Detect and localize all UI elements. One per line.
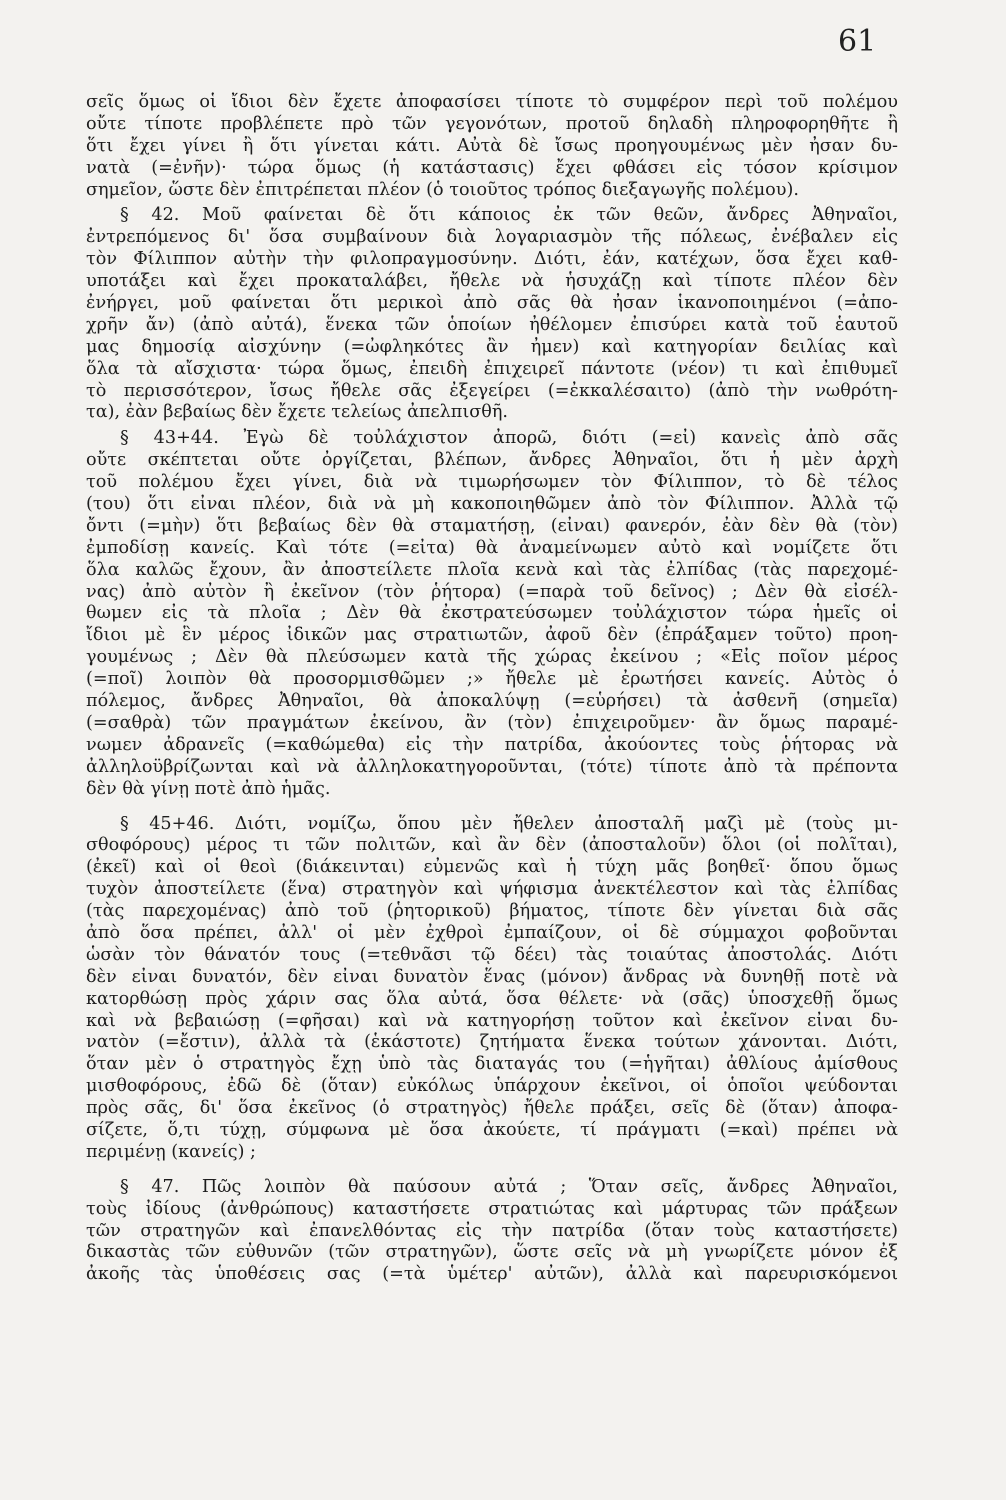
text-line: ἀλληλοϋβρίζωνται καὶ νὰ ἀλληλοκατηγοροῦνται, (τότε) τίποτε ἀπὸ τὰ πρέποντα bbox=[86, 756, 898, 777]
text-line: σίζετε, ὅ,τι τύχῃ, σύμφωνα μὲ ὅσα ἀκούετε, τί πράγματι (=καὶ) πρέπει νὰ bbox=[86, 1119, 898, 1140]
text-line: τοὺς ἰδίους (ἀνθρώπους) καταστήσετε στρατιώτας καὶ μάρτυρας τῶν πράξεων bbox=[86, 1198, 898, 1219]
text-line: ὡσὰν τὸν θάνατόν τους (=τεθνᾶσι τῷ δέει) τὰς τοιαύτας ἀποστολάς. Διότι bbox=[86, 944, 898, 965]
text-line: (ἐκεῖ) καὶ οἱ θεοὶ (διάκεινται) εὐμενῶς καὶ ἡ τύχη μᾶς βοηθεῖ· ὅπου ὅμως bbox=[86, 857, 898, 878]
text-line: τὸν Φίλιππον αὐτὴν τὴν φιλοπραγμοσύνην. Διότι, ἐάν, κατέχων, ὅσα ἔχει καθ- bbox=[86, 249, 898, 270]
text-line: νας) ἀπὸ αὐτὸν ἢ ἐκεῖνον (τὸν ῥήτορα) (=παρὰ τοῦ δεῖνος) ; Δὲν θὰ εἰσέλ- bbox=[86, 581, 898, 602]
text-line: § 47. Πῶς λοιπὸν θὰ παύσουν αὐτά ; Ὅταν σεῖς, ἄνδρες Ἀθηναῖοι, bbox=[120, 1176, 898, 1197]
paragraph-p2 bbox=[86, 205, 898, 424]
text-line: σημεῖον, ὥστε δὲν ἐπιτρέπεται πλέον (ὁ τοιοῦτος τρόπος διεξαγωγῆς πολέμου). bbox=[86, 179, 799, 200]
text-line: § 43+44. Ἐγὼ δὲ τοὐλάχιστον ἀπορῶ, διότι (=εἰ) κανεὶς ἀπὸ σᾶς bbox=[120, 428, 898, 449]
text-line: νατὸν (=ἔστιν), ἀλλὰ τὰ (ἑκάστοτε) ζητήματα ἕνεκα τούτων χάνονται. Διότι, bbox=[86, 1032, 898, 1053]
text-line: καὶ νὰ βεβαιώσῃ (=φῆσαι) καὶ νὰ κατηγορήσῃ τοῦτον καὶ ἐκεῖνον εἶναι δυ- bbox=[86, 1010, 898, 1031]
text-line: § 42. Μοῦ φαίνεται δὲ ὅτι κάποιος ἐκ τῶν θεῶν, ἄνδρες Ἀθηναῖοι, bbox=[120, 205, 898, 226]
text-line: ὅτι ἔχει γίνει ἢ ὅτι γίνεται κάτι. Αὐτὰ δὲ ἴσως προηγουμένως μὲν ἦσαν δυ- bbox=[86, 135, 898, 156]
text-line: (=ποῖ) λοιπὸν θὰ προσορμισθῶμεν ;» ἤθελε μὲ ἐρωτήσει κανείς. Αὐτὸς ὁ bbox=[86, 669, 898, 690]
text-line: ὅλα καλῶς ἔχουν, ἂν ἀποστείλετε πλοῖα κενὰ καὶ τὰς ἐλπίδας (τὰς παρεχομέ- bbox=[86, 559, 898, 580]
paragraph-p5 bbox=[86, 1177, 898, 1286]
text-line: ἐμποδίσῃ κανείς. Καὶ τότε (=εἶτα) θὰ ἀναμείνωμεν αὐτὸ καὶ νομίζετε ὅτι bbox=[86, 537, 898, 558]
text-line: σεῖς ὅμως οἱ ἴδιοι δὲν ἔχετε ἀποφασίσει τίποτε τὸ συμφέρον περὶ τοῦ πολέμου bbox=[86, 92, 898, 112]
text-line: τῶν στρατηγῶν καὶ ἐπανελθόντας εἰς τὴν πατρίδα (ὅταν τοὺς καταστήσετε) bbox=[86, 1220, 898, 1241]
text-line: κατορθώσῃ πρὸς χάριν σας ὅλα αὐτά, ὅσα θέλετε· νὰ (σᾶς) ὑποσχεθῇ ὅμως bbox=[86, 988, 898, 1009]
text-line: ἐντρεπόμενος δι' ὅσα συμβαίνουν διὰ λογαριασμὸν τῆς πόλεως, ἐνέβαλεν εἰς bbox=[86, 227, 898, 248]
text-line: οὔτε τίποτε προβλέπετε πρὸ τῶν γεγονότων, προτοῦ δηλαδὴ πληροφορηθῆτε ἢ bbox=[86, 113, 898, 134]
text-line: ὅταν μὲν ὁ στρατηγὸς ἔχῃ ὑπὸ τὰς διαταγάς του (=ἡγῆται) ἀθλίους ἀμίσθους bbox=[86, 1054, 898, 1075]
page-body bbox=[86, 92, 898, 1286]
text-line: ἴδιοι μὲ ἓν μέρος ἰδικῶν μας στρατιωτῶν, ἀφοῦ δὲν (ἐπράξαμεν τοῦτο) προη- bbox=[86, 625, 898, 646]
paragraph-p4 bbox=[86, 814, 898, 1164]
text-line: χρῆν ἄν) (ἀπὸ αὐτά), ἕνεκα τῶν ὁποίων ἠθέλομεν ἐπισύρει κατὰ τοῦ ἑαυτοῦ bbox=[86, 314, 898, 335]
text-line: τὸ περισσότερον, ἴσως ἤθελε σᾶς ἐξεγείρει (=ἐκκαλέσαιτο) (ἀπὸ τὴν νωθρότη- bbox=[86, 380, 898, 401]
text-line: μας δημοσίᾳ αἰσχύνην (=ὠφληκότες ἂν ἦμεν) καὶ κατηγορίαν δειλίας καὶ bbox=[86, 336, 898, 357]
text-line: μισθοφόρους, ἐδῶ δὲ (ὅταν) εὐκόλως ὑπάρχουν ἐκεῖνοι, οἱ ὁποῖοι ψεύδονται bbox=[86, 1076, 898, 1097]
text-line: ὅλα τὰ αἴσχιστα· τώρα ὅμως, ἐπειδὴ ἐπιχειρεῖ πάντοτε (νέον) τι καὶ ἐπιθυμεῖ bbox=[86, 358, 898, 379]
text-line: θωμεν εἰς τὰ πλοῖα ; Δὲν θὰ ἐκστρατεύσωμεν τοὐλάχιστον τώρα ἡμεῖς οἱ bbox=[86, 603, 898, 624]
text-line: τοῦ πολέμου ἔχει γίνει, διὰ νὰ τιμωρήσωμεν τὸν Φίλιππον, τὸ δὲ τέλος bbox=[86, 472, 898, 493]
text-line: δὲν εἶναι δυνατόν, δὲν εἶναι δυνατὸν ἕνας (μόνον) ἄνδρας νὰ δυνηθῇ ποτὲ νὰ bbox=[86, 966, 898, 987]
text-line: (τὰς παρεχομένας) ἀπὸ τοῦ (ῥητορικοῦ) βήματος, τίποτε δὲν γίνεται διὰ σᾶς bbox=[86, 901, 898, 922]
text-line: (=σαθρὰ) τῶν πραγμάτων ἐκείνου, ἂν (τὸν) ἐπιχειροῦμεν· ἂν ὅμως παραμέ- bbox=[86, 712, 898, 733]
text-line: (του) ὅτι εἶναι πλέον, διὰ νὰ μὴ κακοποιηθῶμεν ἀπὸ τὸν Φίλιππον. Ἀλλὰ τῷ bbox=[86, 494, 898, 515]
paragraph-p1 bbox=[86, 92, 898, 201]
text-line: τα), ἐὰν βεβαίως δὲν ἔχετε τελείως ἀπελπισθῆ. bbox=[86, 402, 508, 423]
paragraph-gap bbox=[86, 1164, 898, 1177]
text-line: γουμένως ; Δὲν θὰ πλεύσωμεν κατὰ τῆς χώρας ἐκείνου ; «Εἰς ποῖον μέρος bbox=[86, 647, 898, 668]
text-line: ἐνήργει, μοῦ φαίνεται ὅτι μερικοὶ ἀπὸ σᾶς θὰ ἦσαν ἱκανοποιημένοι (=ἀπο- bbox=[86, 293, 898, 314]
text-line: δικαστὰς τῶν εὐθυνῶν (τῶν στρατηγῶν), ὥστε σεῖς νὰ μὴ γνωρίζετε μόνον ἐξ bbox=[86, 1242, 898, 1263]
text-line: υποτάξει καὶ ἔχει προκαταλάβει, ἤθελε νὰ ἡσυχάζῃ καὶ τίποτε πλέον δὲν bbox=[86, 271, 898, 292]
paragraph-p3 bbox=[86, 428, 898, 800]
page-number: 61 bbox=[838, 24, 877, 59]
text-line: πρὸς σᾶς, δι' ὅσα ἐκεῖνος (ὁ στρατηγὸς) ἤθελε πράξει, σεῖς δὲ (ὅταν) ἀποφα- bbox=[86, 1098, 898, 1119]
paragraph-gap bbox=[86, 801, 898, 814]
text-line: ἀκοῆς τὰς ὑποθέσεις σας (=τὰ ὑμέτερ' αὐτῶν), ἀλλὰ καὶ παρευρισκόμενοι bbox=[86, 1264, 898, 1285]
text-line: ἀπὸ ὅσα πρέπει, ἀλλ' οἱ μὲν ἐχθροὶ ἐμπαίζουν, οἱ δὲ σύμμαχοι φοβοῦνται bbox=[86, 922, 898, 943]
text-line: νωμεν ἀδρανεῖς (=καθώμεθα) εἰς τὴν πατρίδα, ἀκούοντες τοὺς ῥήτορας νὰ bbox=[86, 734, 898, 755]
text-line: περιμένῃ (κανείς) ; bbox=[86, 1141, 256, 1162]
text-line: σθοφόρους) μέρος τι τῶν πολιτῶν, καὶ ἂν δὲν (ἀποσταλοῦν) ὅλοι (οἱ πολῖται), bbox=[86, 835, 898, 856]
text-line: νατὰ (=ἐνῆν)· τώρα ὅμως (ἡ κατάστασις) ἔχει φθάσει εἰς τόσον κρίσιμον bbox=[86, 157, 898, 178]
text-line: δὲν θὰ γίνῃ ποτὲ ἀπὸ ἡμᾶς. bbox=[86, 778, 331, 799]
text-line: τυχὸν ἀποστείλετε (ἕνα) στρατηγὸν καὶ ψήφισμα ἀνεκτέλεστον καὶ τὰς ἐλπίδας bbox=[86, 879, 898, 900]
text-line: οὔτε σκέπτεται οὔτε ὀργίζεται, βλέπων, ἄνδρες Ἀθηναῖοι, ὅτι ἡ μὲν ἀρχὴ bbox=[86, 450, 898, 471]
text-line: § 45+46. Διότι, νομίζω, ὅπου μὲν ἤθελεν ἀποσταλῆ μαζὶ μὲ (τοὺς μι- bbox=[120, 813, 898, 834]
text-line: ὄντι (=μὴν) ὅτι βεβαίως δὲν θὰ σταματήσῃ, (εἶναι) φανερόν, ἐὰν δὲν θὰ (τὸν) bbox=[86, 515, 898, 536]
text-line: πόλεμος, ἄνδρες Ἀθηναῖοι, θὰ ἀποκαλύψῃ (=εὑρήσει) τὰ ἀσθενῆ (σημεῖα) bbox=[86, 691, 898, 712]
